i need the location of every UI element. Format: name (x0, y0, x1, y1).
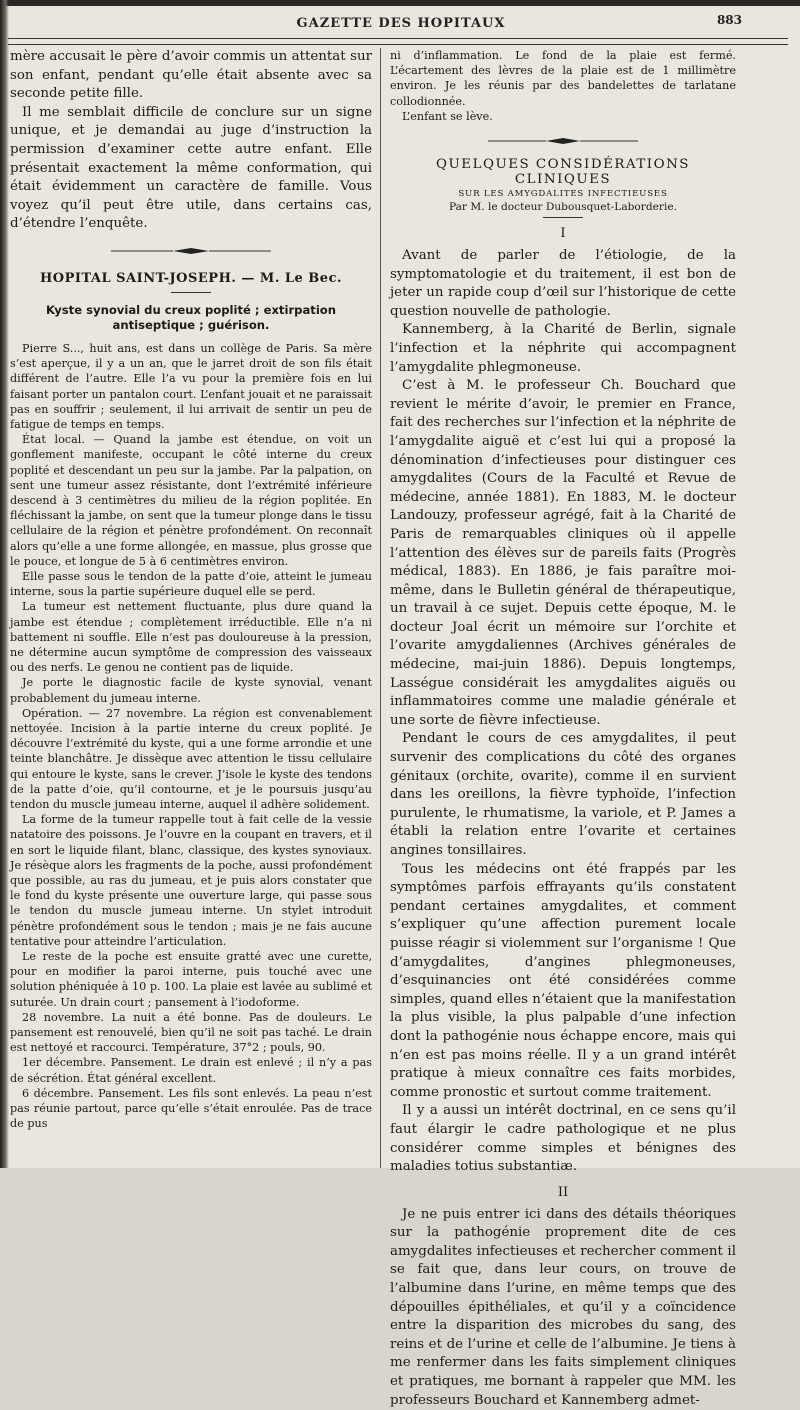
paragraph: Il y a aussi un intérêt doctrinal, en ce sens qu’il faut élargir le cadre pathologique et ne plus considérer comme simples et bénignes des maladies totius substantiæ. (390, 1103, 736, 1175)
paragraph: Tous les médecins ont été frappés par les symptômes parfois effrayants qu’ils constatent pendant certaines amygdalites, et comment s’expliquer qu’une affection purement locale puisse réagir si violemment sur l’organisme ! Que d’amygdalites, d’angines phlegmoneuses, d’esquinancies ont été considérées comme simples, quand elles n’étaient que la manifestation la plus visible, la plus palpable d’une infection dont la pathogénie nous échappe encore, mais qui n’en est pas moins réelle. Il y a un grand intérêt pratique à mieux connaître ces faits morbides, comme pronostic et surtout comme traitement. (390, 861, 736, 1100)
paragraph: Le reste de la poche est ensuite gratté avec une curette, pour en modifier la paroi interne, puis touché avec une solution phéniquée à 10 p. 100. La plaie est lavée au sublimé et suturée. Un drain court ; pansement à l’iodoforme. (10, 950, 372, 1009)
hospital-heading: HOPITAL SAINT-JOSEPH. — M. Le Bec. (39, 270, 343, 286)
section-separator (10, 240, 372, 259)
section-number: II (557, 1184, 569, 1200)
paragraph: Opération. — 27 novembre. La région est convenablement nettoyée. Incision à la partie interne du creux poplité. Je découvre l’extrémité du kyste, qui a une forme arrondie et une teinte blanchâtre. Je dissèque avec attention le tissu cellulaire qui entoure le kyste, sans le crever. J’isole le kyste des tendons de la patte d’oie, qu’il contourne, et je le poursuis jusqu’au tendon du muscle jumeau interne, auquel il adhère solidement. (10, 706, 372, 812)
paragraph: 6 décembre. Pansement. Les fils sont enlevés. La peau n’est pas réunie partout, parce qu’elle s’était enroulée. Pas de trace de pus (10, 1086, 372, 1131)
left-column (8, 48, 376, 1168)
paragraph: Avant de parler de l’étiologie, de la symptomatologie et du traitement, il est bon de jeter un rapide coup d’œil sur l’historique de cette question nouvelle de pathologie. (390, 248, 736, 319)
section-number: I (560, 226, 566, 242)
paragraph: Je porte le diagnostic facile de kyste synovial, venant probablement du jumeau interne. (10, 676, 372, 705)
journal-title: GAZETTE DES HOPITAUX (296, 16, 506, 31)
column-separator (380, 48, 381, 1168)
article-title: QUELQUES CONSIDÉRATIONS CLINIQUES (436, 157, 690, 188)
paragraph: Elle passe sous le tendon de la patte d’oie, atteint le jumeau interne, sous la partie supérieure duquel elle se perd. (10, 569, 372, 599)
paragraph: Il me semblait difficile de conclure sur un signe unique, et je demandai au juge d’instruction la permission d’examiner cette autre enfant. Elle présentait exactement la même conformation, qui était évidemment un caractère de famille. Vous voyez qu’il peut être utile, dans certains cas, d’étendre l’enquête. (10, 104, 372, 232)
paragraph: La tumeur est nettement fluctuante, plus dure quand la jambe est étendue ; complètement irréductible. Elle n’a ni battement ni souffle. Elle n’est pas douloureuse à la pression, ne détermine aucun symptôme de compression des vaisseaux ou des nerfs. Le genou ne contient pas de liquide. (10, 600, 372, 675)
paragraph: La forme de la tumeur rappelle tout à fait celle de la vessie natatoire des poissons. Je l’ouvre en la coupant en travers, et il en sort le liquide filant, blanc, classique, des kystes synoviaux. Je résèque alors les fragments de la poche, aussi profondément que possible, au ras du jumeau, et je puis alors constater que le fond du kyste présente une ouverture large, qui passe sous le tendon du muscle jumeau interne. Un stylet introduit pénètre profondément sous le tendon ; mais je ne fais aucune tentative pour atteindre l’articulation. (10, 813, 372, 948)
page-number: 883 (716, 13, 742, 27)
paragraph: 1er décembre. Pansement. Le drain est enlevé ; il n’y a pas de sécrétion. État général excellent. (10, 1056, 372, 1085)
paragraph: ni d’inflammation. Le fond de la plaie est fermé. L’écartement des lèvres de la plaie est de 1 millimètre environ. Je les réunis par des bandelettes de tarlatane collodionnée. (390, 49, 736, 108)
paragraph: Pendant le cours de ces amygdalites, il peut survenir des complications du côté des organes génitaux (orchite, ovarite), comme il en survient dans les oreillons, la fièvre typhoïde, l’infection purulente, le rhumatisme, la variole, et P. James a établi la relation entre l’ovarite et certaines angines tonsillaires. (390, 731, 736, 859)
paragraph: C’est à M. le professeur Ch. Bouchard que revient le mérite d’avoir, le premier en France, fait des recherches sur l’infection et la néphrite de l’amygdalite aiguë et c’est lui qui a proposé la dénomination d’infectieuses pour distinguer ces amygdalites (Cours de la Faculté et Revue de médecine, année 1881). En 1883, M. le docteur Landouzy, professeur agrégé, fait à la Charité de Paris de remarquables cliniques où il appelle l’attention des élèves sur de pareils faits (Progrès médical, 1883). En 1886, je fais paraître moi-même, dans le Bulletin général de thérapeutique, un travail à ce sujet. Depuis cette époque, M. le docteur Joal écrit un mémoire sur l’orchite et l’ovarite amygdaliennes (Archives générales de médecine, mai-juin 1886). Depuis longtemps, Lasségue considérait les amygdalites aiguës ou inflammatoires comme une maladie générale et une sorte de fièvre infectieuse. (390, 378, 736, 728)
paragraph: Pierre S..., huit ans, est dans un collège de Paris. Sa mère s’est aperçue, il y a un an, que le jarret droit de son fils était différent de l’autre. Elle l’a vu pour la première fois en lui faisant porter un pantalon court. L’enfant jouait et ne paraissait pas en souffrir ; seulement, il lui arrivait de sentir un peu de fatigue de temps en temps. (10, 341, 372, 431)
heading-rule (171, 292, 211, 293)
header-double-rule (8, 38, 788, 45)
section-separator (390, 130, 736, 149)
paragraph: 28 novembre. La nuit a été bonne. Pas de douleurs. Le pansement est renouvelé, bien qu’il ne soit pas taché. Le drain est nettoyé et raccourci. Température, 37°2 ; pouls, 90. (10, 1010, 372, 1055)
page-header (8, 10, 794, 36)
paragraph: État local. — Quand la jambe est étendue, on voit un gonflement manifeste, occupant le côté interne du creux poplité et descendant un peu sur la jambe. Par la palpation, on sent une tumeur assez résistante, dont l’extrémité inférieure descend à 3 centimètres du milieu de la région poplitée. En fléchissant la jambe, on sent que la tumeur plonge dans le tissu cellulaire de la région et pénètre profondément. On reconnaît alors qu’elle a une forme allongée, en massue, plus grosse que le pouce, et longue de 5 à 6 centimètres environ. (10, 433, 372, 568)
separator-ornament (111, 247, 271, 255)
article-subtitle: SUR LES AMYGDALITES INFECTIEUSES (458, 189, 668, 200)
case-title: Kyste synovial du creux poplité ; extirpation antiseptique ; guérison. (45, 302, 337, 332)
separator-ornament (488, 137, 638, 145)
right-column (386, 48, 736, 1408)
article-author: Par M. le docteur Dubousquet-Laborderie. (448, 201, 678, 214)
heading-rule (543, 217, 583, 218)
paragraph: L’enfant se lève. (402, 109, 493, 123)
scan-top-edge (0, 0, 800, 6)
paragraph: Je ne puis entrer ici dans des détails théoriques sur la pathogénie proprement dite de ces amygdalites infectieuses et rechercher comment il se fait que, dans leur cours, on trouve de l’albumine dans l’urine, en même temps que des dépouilles épithéliales, et qu’il y a coïncidence entre la disparition des microbes du sang, des reins et de l’urine et celle de l’albumine. Je tiens à me renfermer dans les faits simplement cliniques et pratiques, me bornant à rappeler que MM. les professeurs Bouchard et Kannemberg admet- (390, 1206, 736, 1408)
paragraph: Kannemberg, à la Charité de Berlin, signale l’infection et la néphrite qui accompagnent l’amygdalite phlegmoneuse. (390, 322, 736, 375)
paragraph: mère accusait le père d’avoir commis un attentat sur son enfant, pendant qu’elle était absente avec sa seconde petite fille. (10, 49, 372, 102)
